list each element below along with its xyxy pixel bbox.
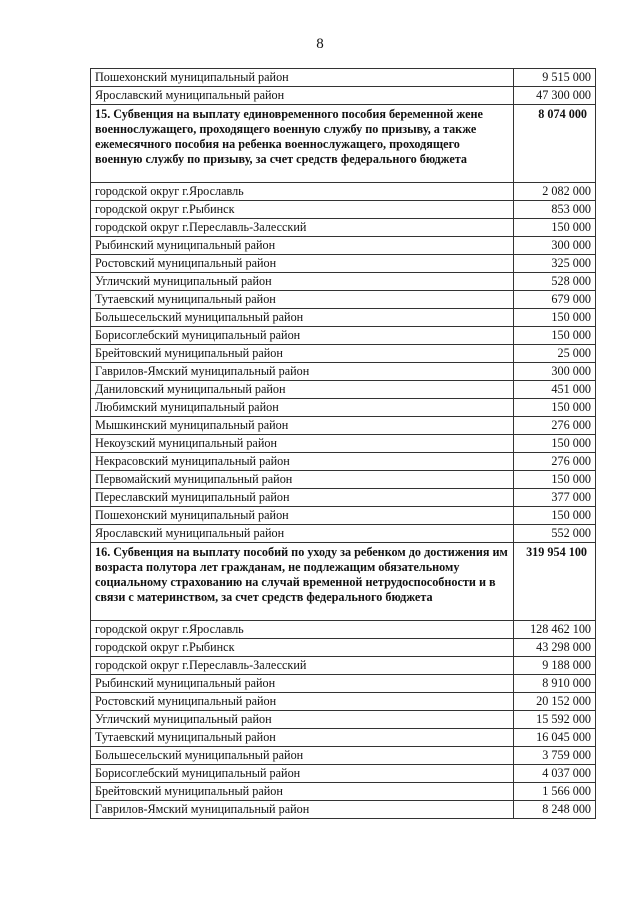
- district-amount: 3 759 000: [514, 747, 596, 765]
- district-name: Даниловский муниципальный район: [91, 381, 514, 399]
- section-total: 8 074 000: [514, 105, 596, 183]
- table-row: [91, 711, 596, 729]
- table-row: [91, 657, 596, 675]
- table-row: [91, 693, 596, 711]
- table-row: [91, 471, 596, 489]
- district-name: Некрасовский муниципальный район: [91, 453, 514, 471]
- district-amount: 9 188 000: [514, 657, 596, 675]
- district-amount: 150 000: [514, 309, 596, 327]
- district-name: Пошехонский муниципальный район: [91, 507, 514, 525]
- table-row: [91, 453, 596, 471]
- table-row: [91, 201, 596, 219]
- table-row: [91, 345, 596, 363]
- table-row: [91, 801, 596, 819]
- district-amount: 552 000: [514, 525, 596, 543]
- table-row: [91, 309, 596, 327]
- district-amount: 276 000: [514, 453, 596, 471]
- table-row: [91, 621, 596, 639]
- table-row: [91, 525, 596, 543]
- district-amount: 2 082 000: [514, 183, 596, 201]
- district-name: городской округ г.Ярославль: [91, 183, 514, 201]
- table-row: [91, 783, 596, 801]
- section-header-row: [91, 543, 596, 621]
- district-amount: 43 298 000: [514, 639, 596, 657]
- table-row: [91, 183, 596, 201]
- table-row: [91, 729, 596, 747]
- table-row: [91, 237, 596, 255]
- district-amount: 150 000: [514, 219, 596, 237]
- district-amount: 853 000: [514, 201, 596, 219]
- table-row: [91, 381, 596, 399]
- district-amount: 9 515 000: [514, 69, 596, 87]
- table-row: [91, 399, 596, 417]
- district-name: Угличский муниципальный район: [91, 273, 514, 291]
- district-amount: 128 462 100: [514, 621, 596, 639]
- table-row: [91, 327, 596, 345]
- district-amount: 150 000: [514, 471, 596, 489]
- district-name: Ярославский муниципальный район: [91, 87, 514, 105]
- district-name: Первомайский муниципальный район: [91, 471, 514, 489]
- table-row: [91, 87, 596, 105]
- table-row: [91, 489, 596, 507]
- district-name: Борисоглебский муниципальный район: [91, 327, 514, 345]
- district-amount: 300 000: [514, 363, 596, 381]
- district-name: Любимский муниципальный район: [91, 399, 514, 417]
- table-row: [91, 747, 596, 765]
- district-name: Угличский муниципальный район: [91, 711, 514, 729]
- page-number: 8: [316, 36, 324, 52]
- section-total: 319 954 100: [514, 543, 596, 621]
- budget-table-body: [91, 69, 596, 819]
- district-amount: 325 000: [514, 255, 596, 273]
- district-name: Ростовский муниципальный район: [91, 693, 514, 711]
- district-name: городской округ г.Ярославль: [91, 621, 514, 639]
- district-amount: 150 000: [514, 327, 596, 345]
- table-row: [91, 765, 596, 783]
- district-name: городской округ г.Рыбинск: [91, 201, 514, 219]
- table-row: [91, 639, 596, 657]
- section-title: 16. Субвенция на выплату пособий по уходу за ребенком до достижения им возраста полутора лет гражданам, не подлежащим обязательному социальному страхованию на случай временной нетрудоспособности и в связи с материнством, за счет средств федерального бюджета: [91, 543, 514, 621]
- budget-table: [90, 68, 596, 819]
- district-name: Брейтовский муниципальный район: [91, 345, 514, 363]
- table-row: [91, 69, 596, 87]
- table-row: [91, 255, 596, 273]
- district-name: Тутаевский муниципальный район: [91, 729, 514, 747]
- district-amount: 15 592 000: [514, 711, 596, 729]
- district-amount: 150 000: [514, 399, 596, 417]
- district-name: Брейтовский муниципальный район: [91, 783, 514, 801]
- district-amount: 25 000: [514, 345, 596, 363]
- district-amount: 276 000: [514, 417, 596, 435]
- district-amount: 150 000: [514, 507, 596, 525]
- section-title: 15. Субвенция на выплату единовременного пособия беременной жене военнослужащего, проходящего военную службу по призыву, а также ежемесячного пособия на ребенка военнослужащего, проходящего военную службу по призыву, за счет средств федерального бюджета: [91, 105, 514, 183]
- district-name: Гаврилов-Ямский муниципальный район: [91, 801, 514, 819]
- district-name: Большесельский муниципальный район: [91, 747, 514, 765]
- table-row: [91, 219, 596, 237]
- district-amount: 679 000: [514, 291, 596, 309]
- district-name: городской округ г.Переславль-Залесский: [91, 657, 514, 675]
- district-name: Переславский муниципальный район: [91, 489, 514, 507]
- table-row: [91, 675, 596, 693]
- table-row: [91, 507, 596, 525]
- district-name: Некоузский муниципальный район: [91, 435, 514, 453]
- district-name: Пошехонский муниципальный район: [91, 69, 514, 87]
- district-amount: 528 000: [514, 273, 596, 291]
- district-amount: 150 000: [514, 435, 596, 453]
- district-amount: 47 300 000: [514, 87, 596, 105]
- district-name: Мышкинский муниципальный район: [91, 417, 514, 435]
- district-amount: 8 248 000: [514, 801, 596, 819]
- district-name: Рыбинский муниципальный район: [91, 237, 514, 255]
- district-amount: 377 000: [514, 489, 596, 507]
- district-name: Рыбинский муниципальный район: [91, 675, 514, 693]
- district-name: Гаврилов-Ямский муниципальный район: [91, 363, 514, 381]
- district-amount: 16 045 000: [514, 729, 596, 747]
- district-name: Борисоглебский муниципальный район: [91, 765, 514, 783]
- district-amount: 8 910 000: [514, 675, 596, 693]
- district-amount: 1 566 000: [514, 783, 596, 801]
- district-name: городской округ г.Рыбинск: [91, 639, 514, 657]
- district-amount: 4 037 000: [514, 765, 596, 783]
- district-name: Ярославский муниципальный район: [91, 525, 514, 543]
- table-row: [91, 435, 596, 453]
- district-name: Большесельский муниципальный район: [91, 309, 514, 327]
- district-amount: 451 000: [514, 381, 596, 399]
- district-name: Тутаевский муниципальный район: [91, 291, 514, 309]
- table-row: [91, 273, 596, 291]
- district-amount: 20 152 000: [514, 693, 596, 711]
- table-row: [91, 417, 596, 435]
- district-amount: 300 000: [514, 237, 596, 255]
- district-name: Ростовский муниципальный район: [91, 255, 514, 273]
- section-header-row: [91, 105, 596, 183]
- table-row: [91, 291, 596, 309]
- district-name: городской округ г.Переславль-Залесский: [91, 219, 514, 237]
- table-row: [91, 363, 596, 381]
